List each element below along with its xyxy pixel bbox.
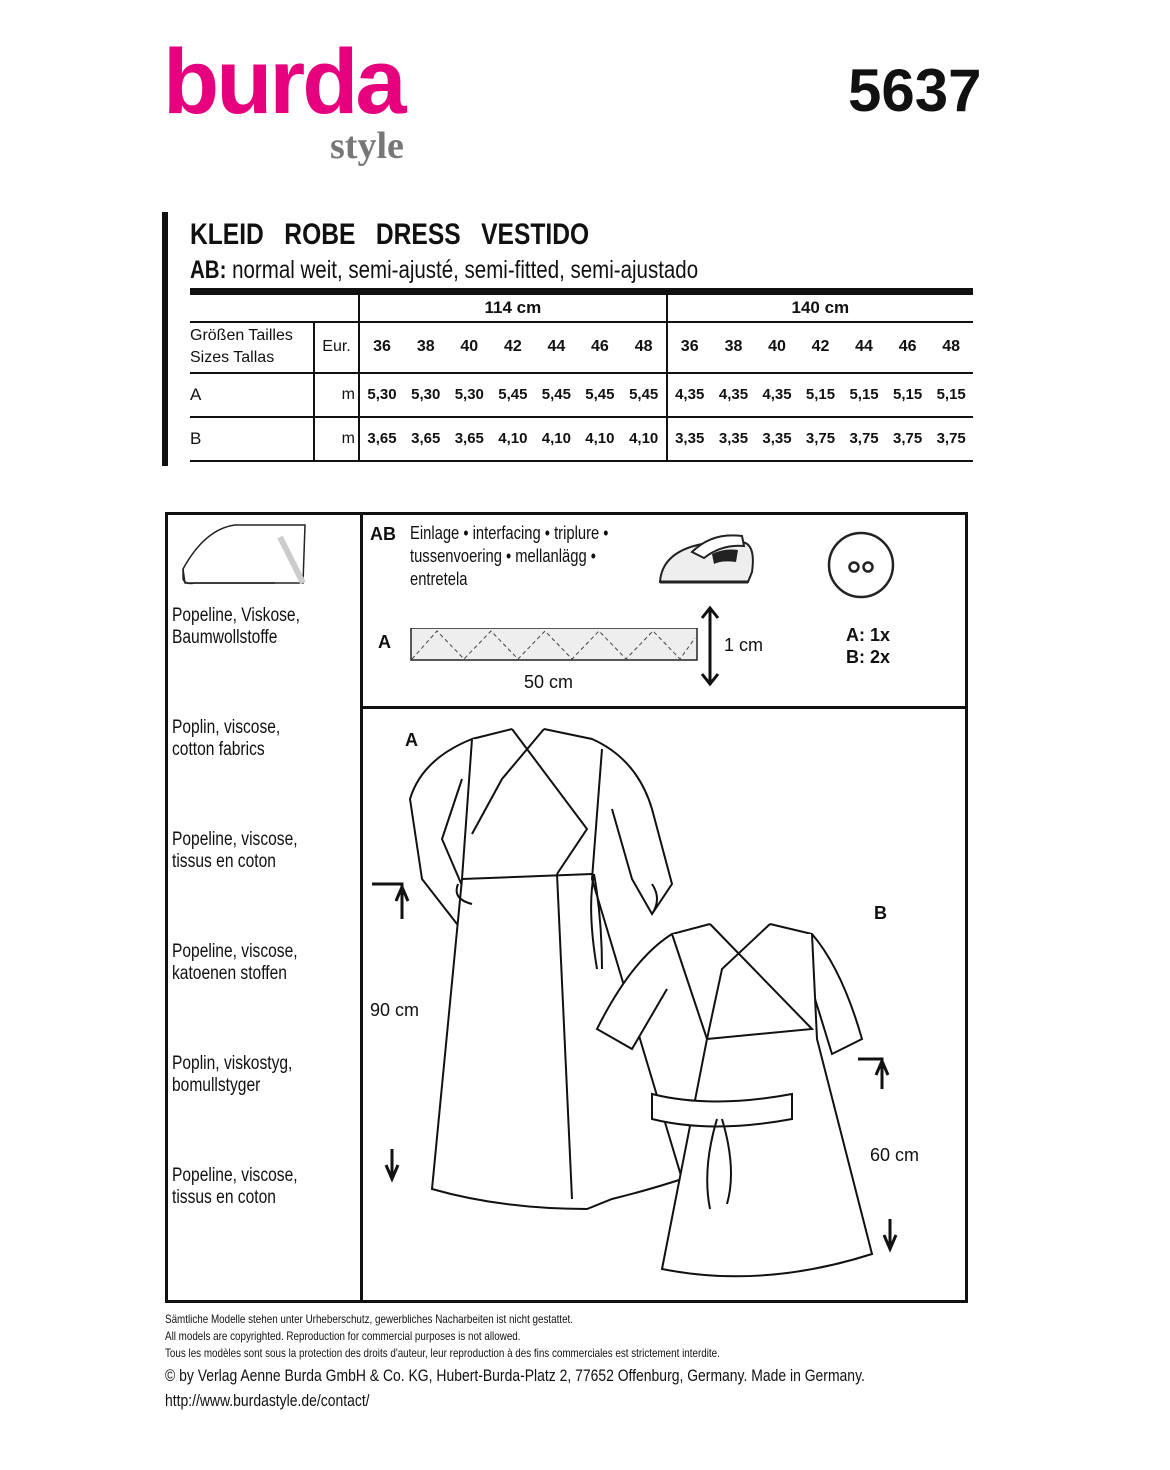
size-cell: 36	[667, 322, 712, 373]
size-cell: 38	[416, 338, 435, 355]
yardage-cell: 3,75	[805, 430, 836, 447]
garment-title: KLEID ROBE DRESS VESTIDO	[190, 218, 590, 251]
view-b-length: 60 cm	[870, 1145, 920, 1165]
size-cell: 40	[768, 338, 786, 355]
size-cell: 42	[503, 338, 522, 355]
yardage-cell: 3,65	[454, 430, 484, 447]
width-header-row	[190, 292, 973, 322]
fabric-suggestion: Poplin, viscose, cotton fabrics	[172, 717, 281, 760]
yardage-cell: 3,75	[849, 430, 879, 447]
size-cell: 44	[547, 338, 566, 355]
yardage-cell: 5,45	[541, 386, 571, 403]
section-bar	[162, 212, 168, 466]
yardage-cell: 5,45	[629, 386, 659, 403]
table-row: A m 5,30 5,30 5,30 5,45 5,45 5,45 5,45 4,35 4,35 4,35 5,15 5,15 5,15 5,15	[190, 373, 973, 417]
yardage-cell: 4,10	[629, 430, 659, 447]
fabric-suggestion: Popeline, viscose, tissus en coton	[172, 829, 298, 872]
contact-link[interactable]: http://www.burdastyle.de/contact/	[165, 1391, 370, 1410]
button-quantities: A: 1x B: 2x	[846, 625, 891, 667]
fabric-suggestion: Popeline, viscose, tissus en coton	[172, 1165, 298, 1208]
style-logo: style	[330, 125, 404, 167]
size-cell: 44	[855, 338, 873, 355]
view-a-length: 90 cm	[370, 1000, 420, 1020]
fabric-bolt-icon	[175, 517, 370, 597]
interfacing-section: AB Einlage • interfacing • triplure • tussenvoering • mellanlägg • entretela A 1 cm 50 cm A: 1x B: 2x	[362, 512, 968, 709]
size-cell: 46	[591, 338, 609, 355]
yardage-cell: 3,35	[667, 417, 712, 461]
burda-logo: burda	[163, 31, 404, 133]
view-b-label: B	[874, 903, 887, 923]
yardage-cell: 5,45	[585, 386, 615, 403]
fabric-suggestion: Popeline, viscose, katoenen stoffen	[172, 941, 298, 984]
pattern-number: 5637	[848, 57, 982, 124]
width-114: 114 cm	[359, 292, 667, 322]
size-cell: 40	[460, 338, 479, 355]
fabric-suggestion: Poplin, viskostyg, bomullstyger	[172, 1053, 293, 1096]
copyright-de: Sämtliche Modelle stehen unter Urheberschutz, gewerbliches Nacharbeiten ist nicht gestattet.	[165, 1312, 574, 1326]
yardage-cell: 4,35	[667, 373, 712, 417]
copyright-fr: Tous les modèles sont sous la protection des droits d'auteur, leur reproduction à des fins commerciales est strictement interdite.	[165, 1346, 720, 1360]
yardage-cell: 5,15	[892, 386, 923, 403]
fabric-suggestion: Popeline, Viskose, Baumwollstoffe	[172, 605, 300, 648]
copyright-en: All models are copyrighted. Reproduction for commercial purposes is not allowed.	[165, 1329, 521, 1343]
fabric-requirements-table	[190, 288, 973, 462]
yardage-cell: 5,15	[849, 386, 879, 403]
yardage-cell: 5,15	[805, 386, 836, 403]
yardage-cell: 4,35	[762, 386, 792, 403]
yardage-cell: 4,35	[718, 386, 749, 403]
yardage-cell: 3,35	[718, 430, 749, 447]
size-cell: 36	[359, 322, 404, 373]
height-arrow-icon	[698, 604, 722, 688]
interfacing-strip	[410, 628, 700, 662]
size-cell: 48	[942, 338, 961, 355]
yardage-cell: 3,65	[411, 430, 441, 447]
size-cell: 48	[634, 338, 653, 355]
yardage-cell: 4,10	[585, 430, 615, 447]
eur-label: Eur.	[314, 322, 359, 373]
garment-illustrations	[362, 709, 968, 1303]
yardage-cell: 5,30	[411, 386, 441, 403]
width-140: 140 cm	[667, 292, 973, 322]
size-cell: 42	[811, 338, 830, 355]
table-row: B m 3,65 3,65 3,65 4,10 4,10 4,10 4,10 3,35 3,35 3,35 3,75 3,75 3,75 3,75	[190, 417, 973, 461]
yardage-cell: 5,30	[454, 386, 484, 403]
yardage-cell: 5,30	[359, 373, 404, 417]
button-icon	[826, 530, 896, 600]
yardage-cell: 5,45	[498, 386, 528, 403]
yardage-cell: 4,10	[498, 430, 528, 447]
interfacing-text: Einlage • interfacing • triplure • tussenvoering • mellanlägg • entretela	[410, 523, 609, 589]
yardage-cell: 3,75	[892, 430, 923, 447]
fit-description: AB: normal weit, semi-ajusté, semi-fitted, semi-ajustado	[190, 256, 699, 284]
size-cell: 38	[724, 338, 743, 355]
yardage-cell: 3,75	[936, 430, 966, 447]
yardage-cell: 4,10	[541, 430, 571, 447]
sizes-row: Größen Tailles Sizes Tallas Eur. 36 38 40 42 44 46 48 36 38 40 42 44 46 48	[190, 322, 973, 373]
publisher-line: © by Verlag Aenne Burda GmbH & Co. KG, Hubert-Burda-Platz 2, 77652 Offenburg, Germany. Made in Germany.	[165, 1366, 865, 1385]
iron-icon	[652, 522, 772, 592]
yardage-cell: 5,15	[936, 386, 966, 403]
yardage-cell: 3,65	[359, 417, 404, 461]
view-a-label: A	[405, 730, 418, 750]
size-cell: 46	[898, 338, 917, 355]
yardage-cell: 3,35	[762, 430, 792, 447]
